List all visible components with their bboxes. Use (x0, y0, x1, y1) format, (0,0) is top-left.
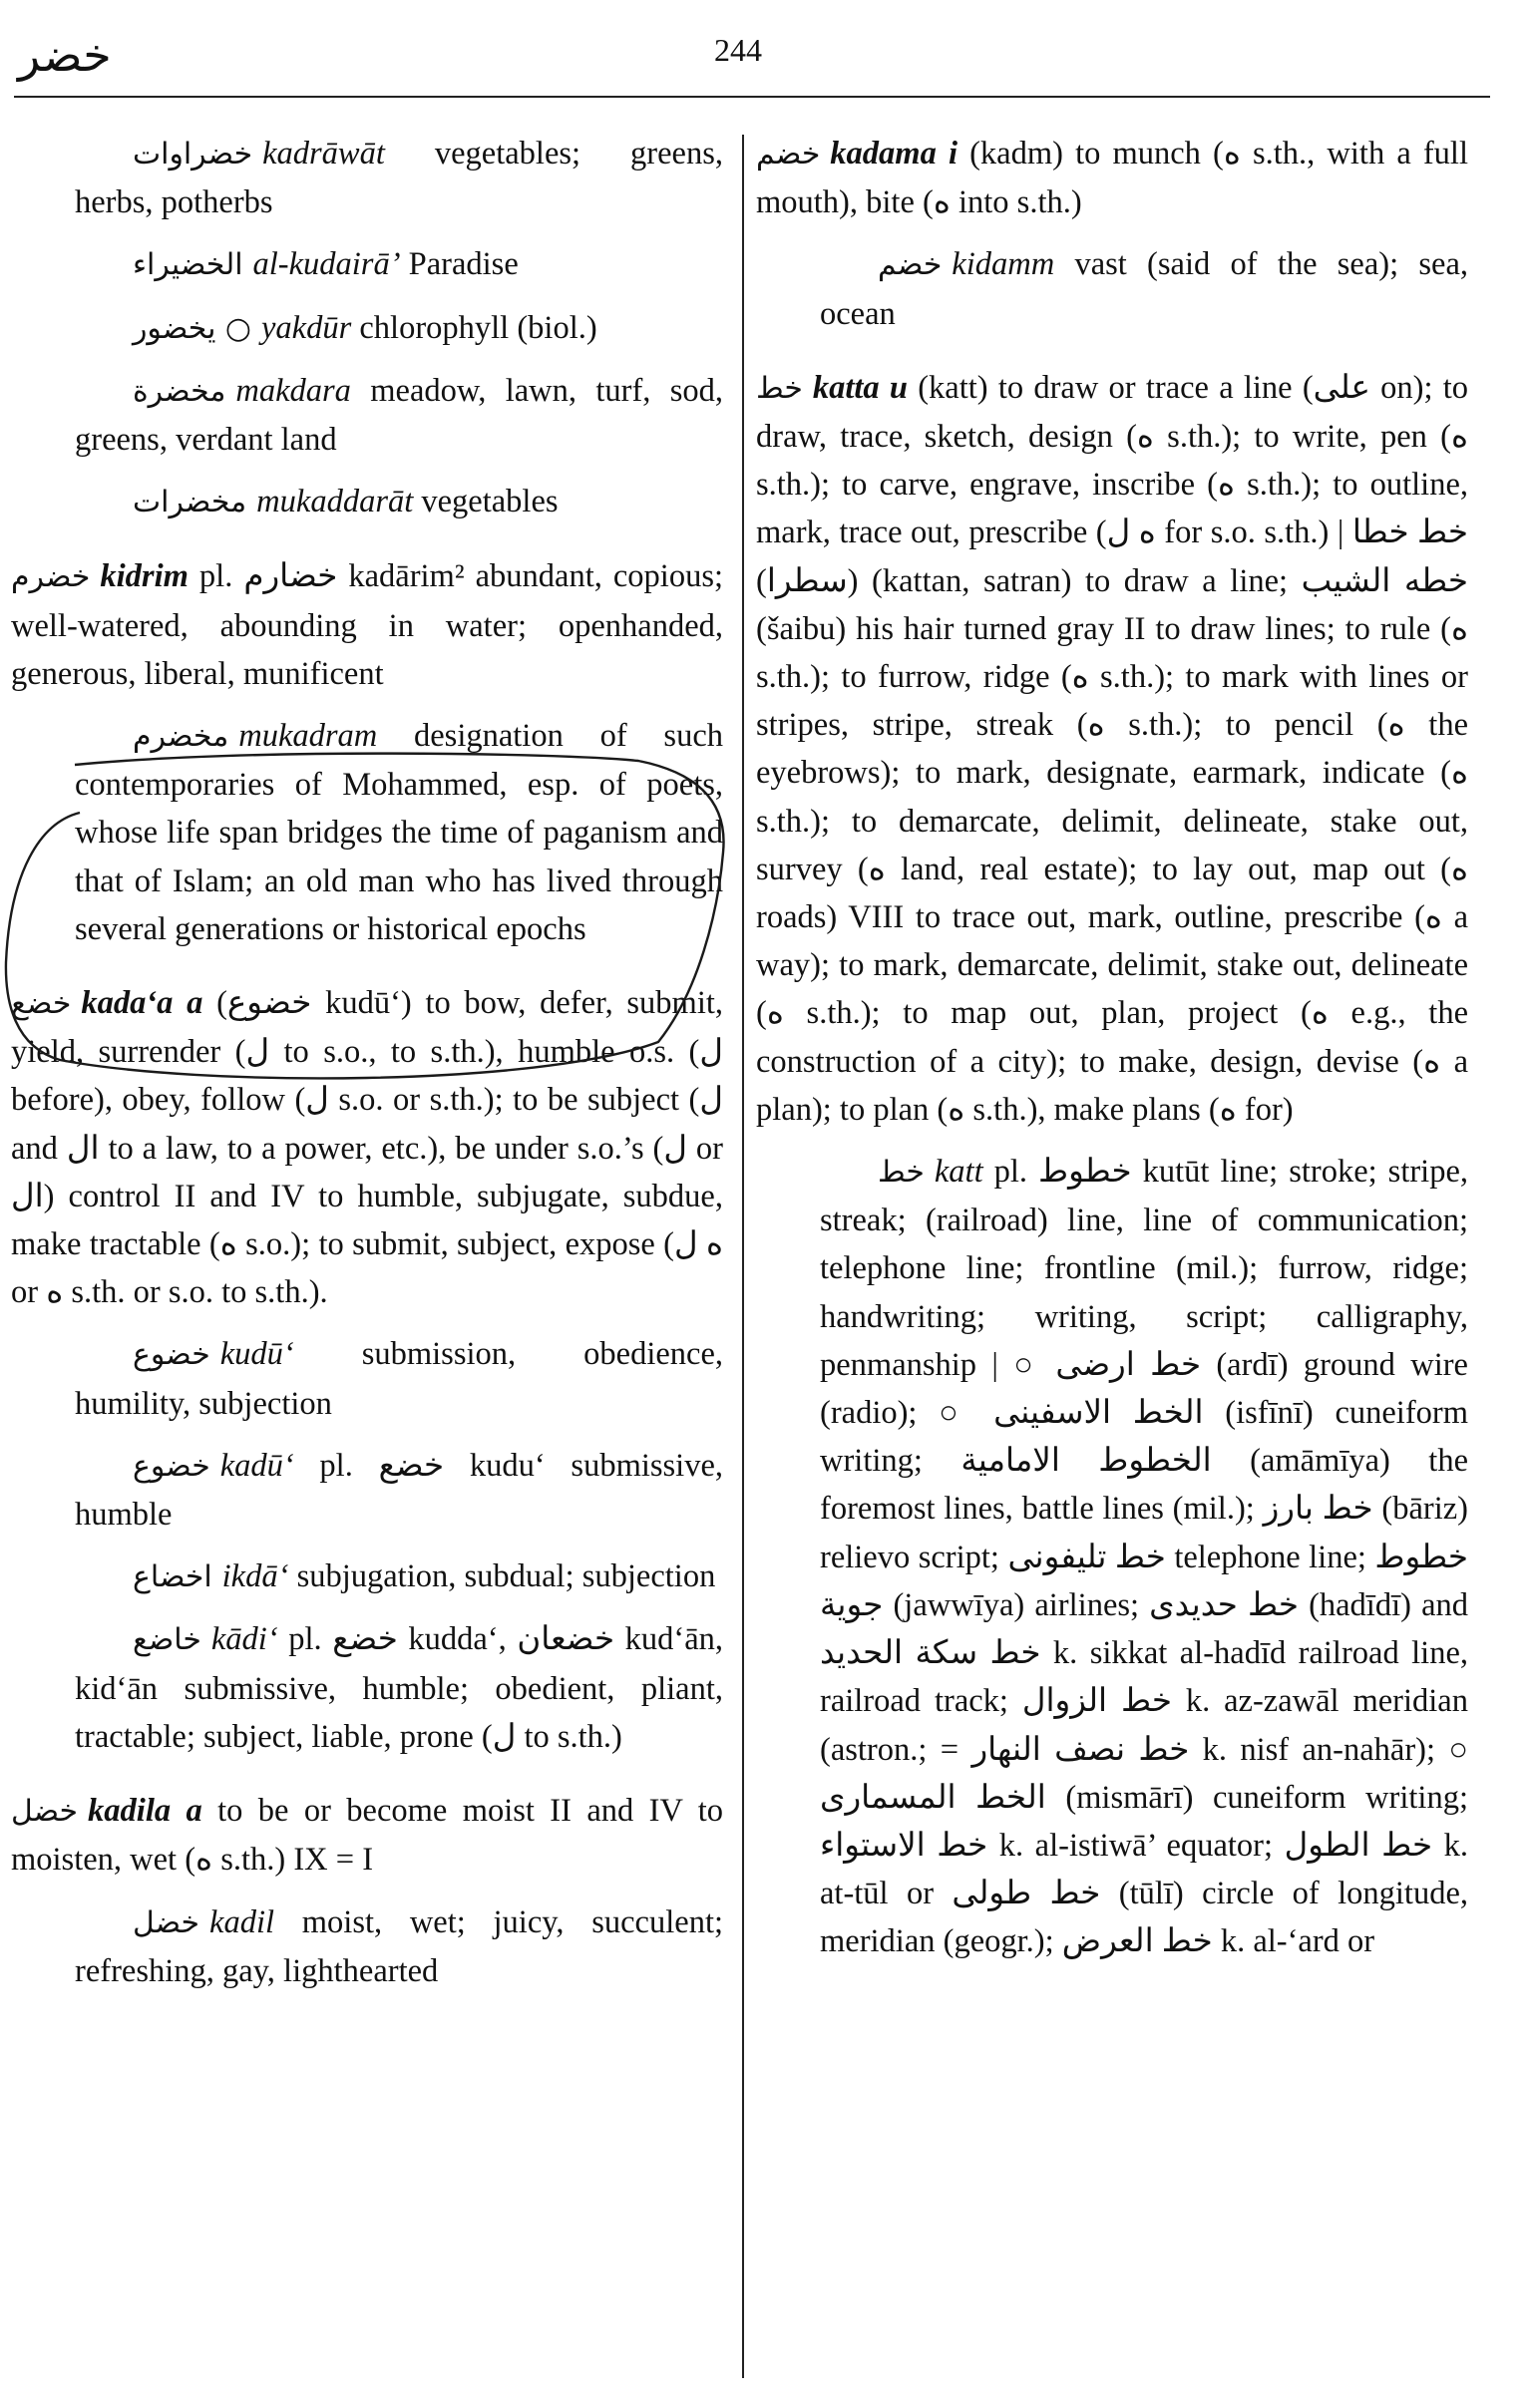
sub-entry (75, 1615, 723, 1761)
transliteration: makdara (235, 372, 351, 409)
definition-text: pl. خطوط kutūt line; stroke; stripe, streak; (railroad) line, line of communication; telephone line; frontline (mil.); furrow, ridge; handwriting; writing, script; calligraphy, penmanship | ○ خط ارضى (ardī) ground wire (radio); ○ الخط الاسفينى (isfīnī) cuneiform writing; الخطوط الامامية (amāmīya) the foremost lines, battle lines (mil.); خط بارز (bāriz) relievo script; خط تليفونى telephone line; خطوط جوية (jawwīya) airlines; خط حديدى (hadīdī) and خط سكة الحديد k. sikkat al-hadīd railroad line, railroad track; خط الزوال k. az-zawāl meridian (astron.; = خط نصف النهار k. nisf an-nahār); ○ الخط المسمارى (mismārī) cuneiform writing; خط الاستواء k. al-istiwā’ equator; خط الطول k. at-tūl or خط طولى (tūlī) circle of longitude, meridian (geogr.); خط العرض k. al-‘ard or (820, 1154, 1469, 1960)
definition-text: designation of such contemporaries of Mohammed, esp. of poets, whose life span bridges the time of paganism and that of Islam; an old man who has lived through several generations or historical epochs (75, 718, 723, 947)
sub-entry (820, 1148, 1468, 1965)
definition-text: vegetables; greens, herbs, potherbs (75, 136, 723, 221)
arabic-headword: مخضرات (133, 485, 247, 520)
definition-text: pl. خضع kudda‘, خضعان kud‘ān, kid‘ān submissive, humble; obedient, pliant, tractable; subject, liable, prone (ل to s.th.) (75, 1621, 724, 1755)
transliteration: mukadram (238, 718, 378, 755)
sub-entry (75, 367, 723, 464)
sub-entry (75, 1442, 723, 1539)
arabic-headword: خضل (11, 1794, 79, 1830)
page-header (0, 0, 1532, 100)
transliteration: mukaddarāt (256, 484, 414, 520)
definition-text: (katt) to draw or trace a line (على on); to draw, trace, sketch, design (ه s.th.); to write, pen (ه s.th.); to carve, engrave, inscribe (ه s.th.); to outline, mark, trace out, prescribe (ه ل for s.o. s.th.) | خط خطا (سطرا) (kattan, satran) to draw a line; خطه الشيب (šaibu) his hair turned gray II to draw lines; to rule (ه s.th.); to furrow, ridge (ه s.th.); to mark with lines or stripes, stripe, streak (ه s.th.); to pencil (ه the eyebrows); to mark, designate, earmark, indicate (ه s.th.); to demarcate, delimit, delineate, stake out, survey (ه land, real estate); to lay out, map out (ه roads) VIII to trace out, mark, outline, prescribe (ه a way); to mark, demarcate, delimit, stake out, delineate (ه s.th.); to map out, plan, project (ه e.g., the construction of a city); to make, design, devise (ه a plan); to plan (ه s.th.), make plans (ه for) (756, 369, 1469, 1128)
main-entry (756, 130, 1468, 226)
definition-text: vegetables (413, 484, 559, 520)
definition-text: vast (said of the sea); sea, ocean (820, 246, 1468, 332)
definition-text: (kadm) to munch (ه s.th., with a full mouth), bite (ه into s.th.) (756, 136, 1468, 221)
arabic-headword: خاضع (133, 1622, 201, 1658)
definition-text: pl. خضع kudu‘ submissive, humble (75, 1447, 724, 1534)
sub-entry (75, 304, 723, 353)
arabic-headword: خط (756, 370, 803, 406)
sub-entry (75, 240, 723, 289)
transliteration: kadila a (88, 1793, 202, 1830)
main-entry (11, 979, 723, 1316)
sub-entry (75, 1552, 723, 1601)
transliteration: kada‘a a (81, 985, 203, 1022)
definition-text: chlorophyll (biol.) (351, 309, 597, 346)
transliteration: kādi‘ (210, 1621, 278, 1658)
header-rule (14, 96, 1490, 98)
transliteration: kidrim (100, 558, 189, 595)
arabic-headword: خط (878, 1155, 925, 1191)
sub-entry (75, 130, 723, 226)
arabic-headword: مخضرة (133, 373, 226, 409)
transliteration: kadū‘ (219, 1447, 294, 1484)
transliteration: kadil (209, 1903, 275, 1940)
sub-entry (820, 240, 1468, 337)
transliteration: katt (934, 1154, 983, 1191)
transliteration: katta u (812, 369, 908, 406)
arabic-headword: خضوع (133, 1448, 210, 1484)
arabic-headword: خضم (756, 137, 821, 172)
definition-text: to be or become moist II and IV to moisten, wet (ه s.th.) IX = I (11, 1793, 723, 1879)
definition-text: pl. خضارم kadārim² abundant, copious; well-watered, abounding in water; openhanded, generous, liberal, munificent (11, 558, 723, 692)
running-head-word: خضر (18, 28, 112, 82)
arabic-headword: ○ يخضور (133, 310, 251, 346)
arabic-headword: اخضاع (133, 1559, 212, 1595)
definition-text: (خضوع kudū‘) to bow, defer, submit, yield, surrender (ل to s.o., to s.th.), humble o.s. (ل before), obey, follow (ل s.o. or s.th.); to be subject (ل and ال to a law, to a power, etc.), be under s.o.’s (ل or ال) control II and IV to humble, subjugate, subdue, make tractable (ه s.o.); to submit, subject, expose (ه ل or ه s.th. or s.o. to s.th.). (11, 985, 724, 1311)
arabic-headword: خضوع (133, 1337, 210, 1373)
column-divider (742, 135, 744, 2378)
left-column (11, 130, 724, 2009)
sub-entry (75, 1330, 723, 1427)
arabic-headword: خضرم (11, 559, 91, 595)
sub-entry (75, 1898, 723, 1995)
definition-text: submission, obedience, humility, subjection (75, 1336, 723, 1422)
main-entry (756, 364, 1468, 1134)
transliteration: yakdūr (261, 309, 352, 346)
arabic-headword: خضل (133, 1904, 200, 1940)
transliteration: kadrāwāt (262, 136, 385, 172)
definition-text: subjugation, subdual; subjection (288, 1558, 716, 1595)
page-number: 244 (714, 32, 762, 68)
main-entry (11, 1787, 723, 1884)
arabic-headword: الخضيراء (133, 247, 243, 283)
sub-entry (75, 712, 723, 953)
transliteration: al-kudairā’ (252, 246, 401, 283)
transliteration: kadama i (830, 136, 958, 172)
transliteration: kudū‘ (219, 1336, 294, 1373)
arabic-headword: خضراوات (133, 137, 253, 172)
right-column (756, 130, 1469, 1980)
transliteration: kidamm (952, 246, 1055, 283)
definition-text: moist, wet; juicy, succulent; refreshing, gay, lighthearted (75, 1903, 723, 1989)
definition-text: Paradise (400, 246, 519, 283)
arabic-headword: خضع (11, 986, 72, 1022)
definition-text: meadow, lawn, turf, sod, greens, verdant land (75, 372, 723, 459)
arabic-headword: خضم (878, 247, 943, 283)
arabic-headword: مخضرم (133, 719, 229, 755)
sub-entry (75, 478, 723, 526)
main-entry (11, 552, 723, 698)
transliteration: ikdā‘ (221, 1558, 289, 1595)
